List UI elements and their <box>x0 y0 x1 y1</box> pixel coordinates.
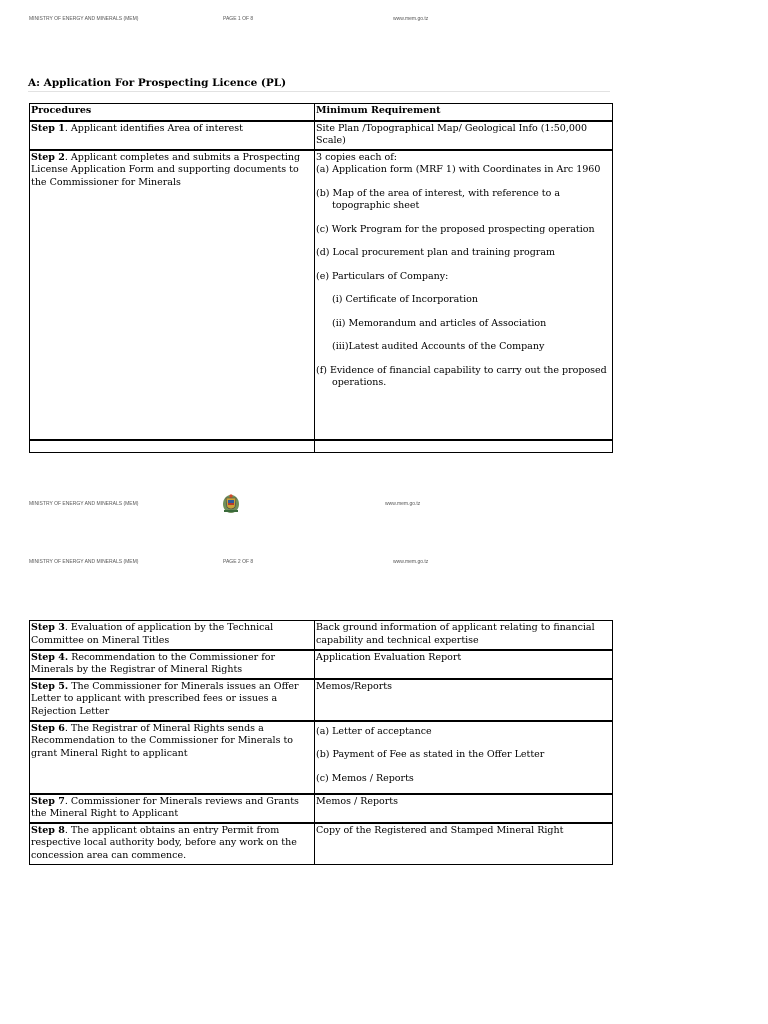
procedures-table-2 <box>29 620 613 865</box>
step-6-requirement <box>315 721 613 794</box>
step-1-requirement: Site Plan /Topographical Map/ Geological Info (1:50,000 Scale) <box>315 121 613 150</box>
page2-header-page: PAGE 2 OF 8 <box>223 559 254 565</box>
procedures-table-1 <box>29 103 613 453</box>
step-7-procedure: Step 7. Commissioner for Minerals reviews and Grants the Mineral Right to Applicant <box>30 794 315 823</box>
coat-of-arms-icon <box>220 492 242 514</box>
step-2-requirement <box>315 150 613 440</box>
header-minimum-requirement: Minimum Requirement <box>315 104 613 121</box>
table-row-step-5 <box>30 679 613 721</box>
step-6-item-b: (b) Payment of Fee as stated in the Offer Letter <box>316 749 545 760</box>
req-item-a: (a) Application form (MRF 1) with Coordinates in Arc 1960 <box>316 164 601 175</box>
page1-header-url: www.mem.go.tz <box>393 16 429 22</box>
page1-footer-org: MINISTRY OF ENERGY AND MINERALS (MEM) <box>29 501 139 507</box>
table-row-step-4 <box>30 650 613 679</box>
page1-footer-url: www.mem.go.tz <box>385 501 421 507</box>
step-3-procedure: Step 3. Evaluation of application by the Technical Committee on Mineral Titles <box>30 621 315 650</box>
table-row-step-1 <box>30 121 613 150</box>
req-item-d: (d) Local procurement plan and training program <box>316 247 555 258</box>
table-row-step-7 <box>30 794 613 823</box>
page1-header-page: PAGE 1 OF 8 <box>223 16 254 22</box>
empty-cell-right <box>315 440 613 453</box>
table-row-step-2 <box>30 150 613 440</box>
step-8-procedure: Step 8. The applicant obtains an entry Permit from respective local authority body, before any work on the concession area can commence. <box>30 823 315 865</box>
table-row-empty <box>30 440 613 453</box>
req-item-e-ii: (ii) Memorandum and articles of Association <box>332 317 547 329</box>
req-item-f: (f) Evidence of financial capability to carry out the proposed operations. <box>316 364 607 388</box>
table-row-step-3 <box>30 621 613 650</box>
step-4-requirement: Application Evaluation Report <box>315 650 613 679</box>
step-8-requirement: Copy of the Registered and Stamped Mineral Right <box>315 823 613 865</box>
table-row-step-6 <box>30 721 613 794</box>
step-2-intro: 3 copies each of: <box>316 151 397 163</box>
req-item-e: (e) Particulars of Company: <box>316 270 449 282</box>
req-item-e-iii: (iii)Latest audited Accounts of the Company <box>332 341 545 352</box>
header-procedures: Procedures <box>30 104 315 121</box>
req-item-b: (b) Map of the area of interest, with reference to a topographic sheet <box>316 187 560 211</box>
page2-header-url: www.mem.go.tz <box>393 559 429 565</box>
step-6-item-c: (c) Memos / Reports <box>316 772 414 784</box>
step-6-procedure: Step 6. The Registrar of Mineral Rights sends a Recommendation to the Commissioner for Minerals to grant Mineral Right to applicant <box>30 721 315 794</box>
page2-header-org: MINISTRY OF ENERGY AND MINERALS (MEM) <box>29 559 139 565</box>
step-1-procedure: Step 1. Applicant identifies Area of interest <box>30 121 315 150</box>
empty-cell-left <box>30 440 315 453</box>
table-row-step-8 <box>30 823 613 865</box>
req-item-c: (c) Work Program for the proposed prospecting operation <box>316 223 595 235</box>
step-5-requirement: Memos/Reports <box>315 679 613 721</box>
step-3-requirement: Back ground information of applicant relating to financial capability and technical expertise <box>315 621 613 650</box>
section-title: A: Application For Prospecting Licence (PL) <box>28 77 287 89</box>
step-4-procedure: Step 4. Recommendation to the Commissioner for Minerals by the Registrar of Mineral Rights <box>30 650 315 679</box>
req-item-e-i: (i) Certificate of Incorporation <box>332 294 478 305</box>
title-divider <box>28 91 610 92</box>
step-6-item-a: (a) Letter of acceptance <box>316 725 432 737</box>
page1-header-org: MINISTRY OF ENERGY AND MINERALS (MEM) <box>29 16 139 22</box>
step-5-procedure: Step 5. The Commissioner for Minerals issues an Offer Letter to applicant with prescribed fees or issues a Rejection Letter <box>30 679 315 721</box>
step-2-procedure: Step 2. Applicant completes and submits a Prospecting License Application Form and supporting documents to the Commissioner for Minerals <box>30 150 315 440</box>
table-header-row <box>30 104 613 121</box>
step-7-requirement: Memos / Reports <box>315 794 613 823</box>
